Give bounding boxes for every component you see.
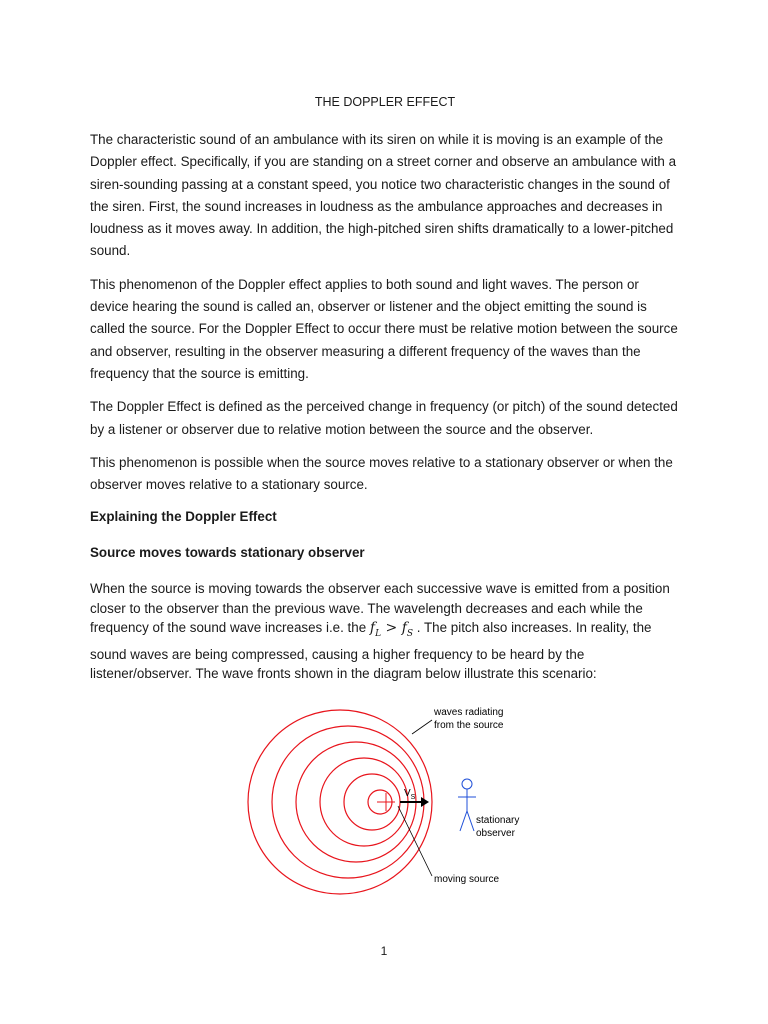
document-title: THE DOPPLER EFFECT bbox=[314, 95, 456, 109]
heading-explaining: Explaining the Doppler Effect bbox=[90, 509, 277, 525]
document-page bbox=[90, 92, 680, 695]
paragraph-source-moving bbox=[90, 579, 680, 683]
math-sub-source: S bbox=[406, 629, 414, 640]
label-from-source: from the source bbox=[434, 720, 504, 731]
wave-front-4 bbox=[296, 742, 416, 862]
source-leader-line bbox=[398, 806, 432, 876]
velocity-arrow-head bbox=[421, 797, 429, 807]
waves-leader-line bbox=[412, 720, 432, 734]
paragraph-ambulance: The characteristic sound of an ambulance with its siren on while it is moving is an example of the Doppler effect. Specifically, if you are standing on a street corner and observe an ambulance with a siren-sounding passing at a constant speed, you notice two characteristic changes in the sound of the siren. First, the sound increases in loudness as the ambulance approaches and decreases in loudness as it moves away. In addition, the high-pitched siren shifts dramatically to a lower-pitched sound. bbox=[90, 132, 677, 259]
paragraph-relative-motion: This phenomenon is possible when the source moves relative to a stationary observer or when the observer moves relative to a stationary source. bbox=[90, 454, 673, 493]
math-f-listener: f bbox=[369, 620, 376, 637]
math-operator: > bbox=[381, 620, 402, 637]
label-observer: observer bbox=[476, 828, 515, 839]
page-number: 1 bbox=[380, 944, 388, 958]
label-waves-radiating: waves radiating bbox=[434, 707, 504, 718]
paragraph-phenomenon: This phenomenon of the Doppler effect applies to both sound and light waves. The person or device hearing the sound is called an, observer or listener and the object emitting the sound is called the source. For the Doppler Effect to occur there must be relative motion between the source and observer, resulting in the observer measuring a different frequency of the waves than the frequency that the source is emitting. bbox=[90, 276, 678, 381]
source-para-text-before: When the source is moving towards the observer each successive wave is emitted from a position closer to the observer than the previous wave. The wavelength decreases and each while the frequency of the sound wave increases i.e. the bbox=[90, 581, 670, 636]
label-stationary: stationary bbox=[476, 815, 520, 826]
velocity-label: $V_S$ bbox=[404, 788, 416, 801]
label-moving-source: moving source bbox=[434, 874, 500, 885]
doppler-diagram bbox=[236, 698, 536, 898]
frequency-inequality bbox=[369, 620, 414, 640]
heading-source-moves: Source moves towards stationary observer bbox=[90, 545, 365, 561]
math-f-source: f bbox=[401, 620, 407, 637]
observer-figure-icon bbox=[458, 779, 476, 831]
source-para-text-after: . The pitch also increases. In reality, the sound waves are being compressed, causing a higher frequency to be heard by the listener/observer. The wave fronts shown in the diagram below illustrate this scenario: bbox=[90, 620, 652, 682]
paragraph-definition: The Doppler Effect is defined as the perceived change in frequency (or pitch) of the sound detected by a listener or observer due to relative motion between the source and the observer. bbox=[90, 399, 678, 437]
math-sub-listener: L bbox=[375, 629, 382, 640]
